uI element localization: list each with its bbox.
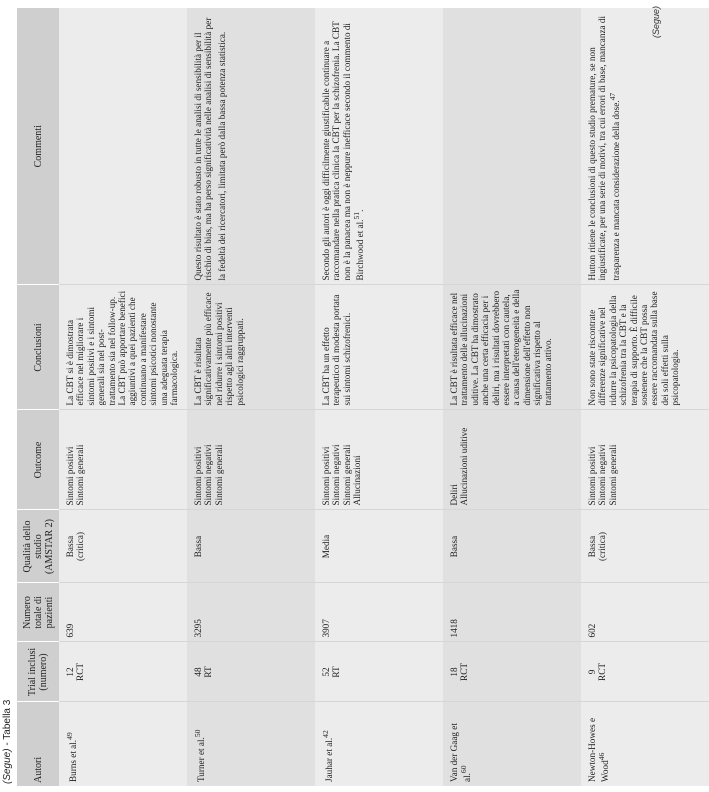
cell-trials: 9 RCT [581, 642, 709, 702]
comment-text: Questo risultato è stato robusto in tutte le analisi di sensibilità per il rischio di bias, ma ha perso significatività nelle analisi di sensibilità per la fedeltà dei ricercatori, limitata però dalla bassa potenza statistica. [193, 17, 227, 281]
cell-outcome: Sintomi positivi Sintomi generali [59, 410, 187, 510]
cell-conclusions: La CBT si è dimostrata efficace nel migliorare i sintomi positivi e i sintomi generali sia nel post-trattamento sia nel follow-up. La CBT può apportare benefici aggiuntivi a quei pazienti che continuano a manifestare sintomi psicotici nonostante una adeguata terapia farmacologica. [59, 285, 187, 410]
author-name: Burns et al. [68, 739, 79, 782]
comment-end: . [355, 209, 366, 212]
header-outcome: Outcome [17, 410, 59, 510]
cell-quality: Media [315, 510, 443, 583]
author-name: Van der Gaag et al. [449, 723, 473, 782]
cell-author [187, 702, 315, 786]
cell-trials: 12 RCT [59, 642, 187, 702]
cell-quality: Bassa (critica) [581, 510, 709, 583]
author-ref: 42 [321, 730, 330, 738]
table-row [443, 8, 581, 786]
comment-ref: 51 [352, 211, 362, 220]
cell-outcome: Sintomi positivi Sintomi negativi Sintomi generali [187, 410, 315, 510]
caption-label: - Tabella 3 [2, 699, 13, 749]
header-trials: Trial inclusi (numero) [17, 642, 59, 702]
table-caption [2, 700, 13, 784]
author-ref: 46 [597, 752, 607, 761]
cell-trials: 52 RT [315, 642, 443, 702]
cell-conclusions: La CBT è risultata efficace nel trattamento delle allucinazioni uditive. La CBT ha dimostrato anche una certa efficacia per i deliri, ma i risultati dovrebbero essere interpretati con cautela, a causa dell'eterogeneità e della dimensione dell'effetto non significativa rispetto al trattamento attivo. [443, 285, 581, 410]
cell-outcome: Deliri Allucinazioni uditive [443, 410, 581, 510]
cell-conclusions: La CBT ha un effetto terapeutico di modesta portata sui sintomi schizofrenici. [315, 285, 443, 410]
cell-patients: 602 [581, 583, 709, 642]
cell-quality: Bassa [187, 510, 315, 583]
header-row [17, 8, 59, 786]
author-ref: 49 [65, 732, 74, 740]
footer-segue: (Segue) [651, 6, 661, 39]
comment-text: Secondo gli autori è oggi difficilmente giustificabile continuare a raccomandare nella pratica clinica la CBT per la schizofrenia. La CBT non è la panacea ma non è neppure inefficace secondo il commento di Birchwood et al. [321, 21, 366, 281]
author-ref: 50 [193, 729, 202, 738]
cell-patients: 639 [59, 583, 187, 642]
cell-patients: 3295 [187, 583, 315, 642]
header-comments: Commenti [17, 8, 59, 285]
cell-author [443, 702, 581, 786]
cell-patients: 1418 [443, 583, 581, 642]
author-name: Jauhar et al. [324, 737, 335, 782]
header-authors: Autori [17, 702, 59, 786]
cell-comments [315, 8, 443, 285]
cell-outcome: Sintomi positivi Sintomi negativi Sintomi generali [581, 410, 709, 510]
cell-outcome: Sintomi positivi Sintomi negativi Sintomi generali Allucinazioni [315, 410, 443, 510]
table-row [59, 8, 187, 786]
cell-trials: 18 RCT [443, 642, 581, 702]
table-row [187, 8, 315, 786]
cell-conclusions: Non sono state riscontrate differenze significative nel ridurre la psicopatologia della schizofrenia tra la CBT e la terapia di supporto. È difficile sostenere che la CBT possa essere raccomandata sulla base dei soli effetti sulla psicopatologia. [581, 285, 709, 410]
author-name: Newton-Howes e Wood [587, 717, 611, 782]
cell-comments [187, 8, 315, 285]
cell-conclusions: La CBT è risultata significativamente più efficace nel ridurre i sintomi positivi rispetto agli altri interventi psicologici raggruppati. [187, 285, 315, 410]
cell-comments [581, 8, 709, 285]
cell-comments [443, 8, 581, 285]
cell-author [59, 702, 187, 786]
caption-segue: (Segue) [2, 748, 13, 784]
cell-quality: Bassa (critica) [59, 510, 187, 583]
table-row [581, 8, 709, 786]
cell-trials: 48 RT [187, 642, 315, 702]
studies-table [17, 8, 709, 786]
cell-quality: Bassa [443, 510, 581, 583]
header-patients: Numero totale di pazienti [17, 583, 59, 642]
comment-text: Hutton ritiene le conclusioni di questo studio premature, se non ingiustificate, per una serie di motivi, tra cui errori di base, mancanza di trasparenza e mancata considerazione della dose. [587, 15, 621, 281]
cell-author [315, 702, 443, 786]
cell-patients: 3907 [315, 583, 443, 642]
cell-comments [59, 8, 187, 285]
header-quality: Qualità dello studio (AMSTAR 2) [17, 510, 59, 583]
header-conclusions: Conclusioni [17, 285, 59, 410]
author-ref: 60 [459, 765, 469, 774]
table-row [315, 8, 443, 786]
comment-ref: 47 [607, 92, 617, 101]
cell-author [581, 702, 709, 786]
author-name: Turner et al. [196, 737, 207, 782]
